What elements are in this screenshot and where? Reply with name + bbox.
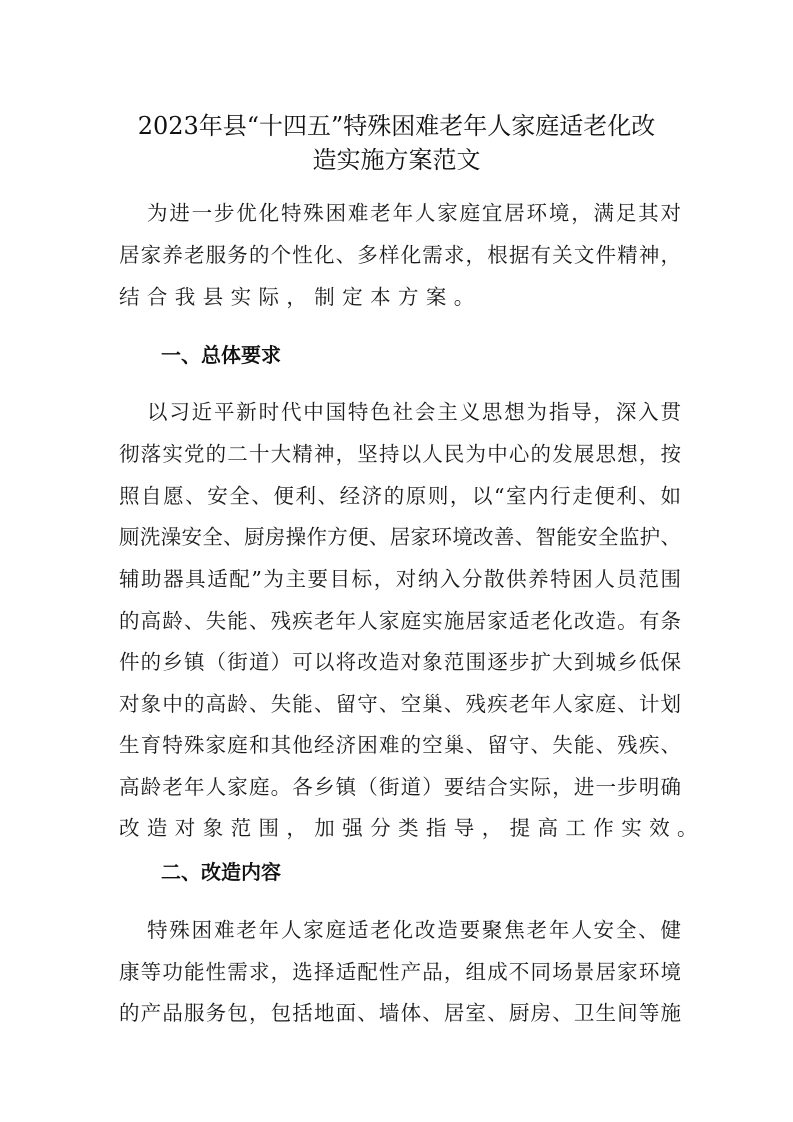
text-line: 特殊困难老年人家庭适老化改造要聚焦老年人安全、健 (147, 918, 681, 942)
text-line: 厕洗澡安全、厨房操作方便、居家环境改善、智能安全监护、 (119, 525, 681, 549)
section-heading-general-requirements: 一、总体要求 (161, 343, 281, 367)
text-line: 结合我县实际，制定本方案。 (119, 285, 482, 309)
text-line: 为进一步优化特殊困难老年人家庭宜居环境，满足其对 (147, 201, 681, 225)
text-line: 以习近平新时代中国特色社会主义思想为指导，深入贯 (147, 400, 681, 424)
section-heading-renovation-content: 二、改造内容 (161, 860, 281, 884)
text-line: 对象中的高龄、失能、留守、空巢、残疾老年人家庭、计划 (119, 692, 681, 716)
text-line: 康等功能性需求，选择适配性产品，组成不同场景居家环境 (119, 960, 681, 984)
text-line: 改造对象范围，加强分类指导，提高工作实效。 (119, 816, 705, 840)
text-line: 彻落实党的二十大精神，坚持以人民为中心的发展思想，按 (119, 442, 681, 466)
text-line: 高龄老年人家庭。各乡镇（街道）要结合实际，进一步明确 (119, 775, 681, 799)
document-title-line-1: 2023年县“十四五”特殊困难老年人家庭适老化改 (137, 112, 656, 140)
text-line: 居家养老服务的个性化、多样化需求，根据有关文件精神， (119, 243, 681, 267)
text-line: 件的乡镇（街道）可以将改造对象范围逐步扩大到城乡低保 (119, 650, 681, 674)
document-title-line-2: 造实施方案范文 (312, 146, 481, 174)
text-line: 辅助器具适配”为主要目标，对纳入分散供养特困人员范围 (119, 567, 681, 591)
text-line: 生育特殊家庭和其他经济困难的空巢、留守、失能、残疾、 (119, 733, 681, 757)
text-line: 照自愿、安全、便利、经济的原则，以“室内行走便利、如 (119, 484, 681, 508)
text-line: 的产品服务包，包括地面、墙体、居室、厨房、卫生间等施 (119, 1001, 681, 1025)
text-line: 的高龄、失能、残疾老年人家庭实施居家适老化改造。有条 (119, 609, 681, 633)
